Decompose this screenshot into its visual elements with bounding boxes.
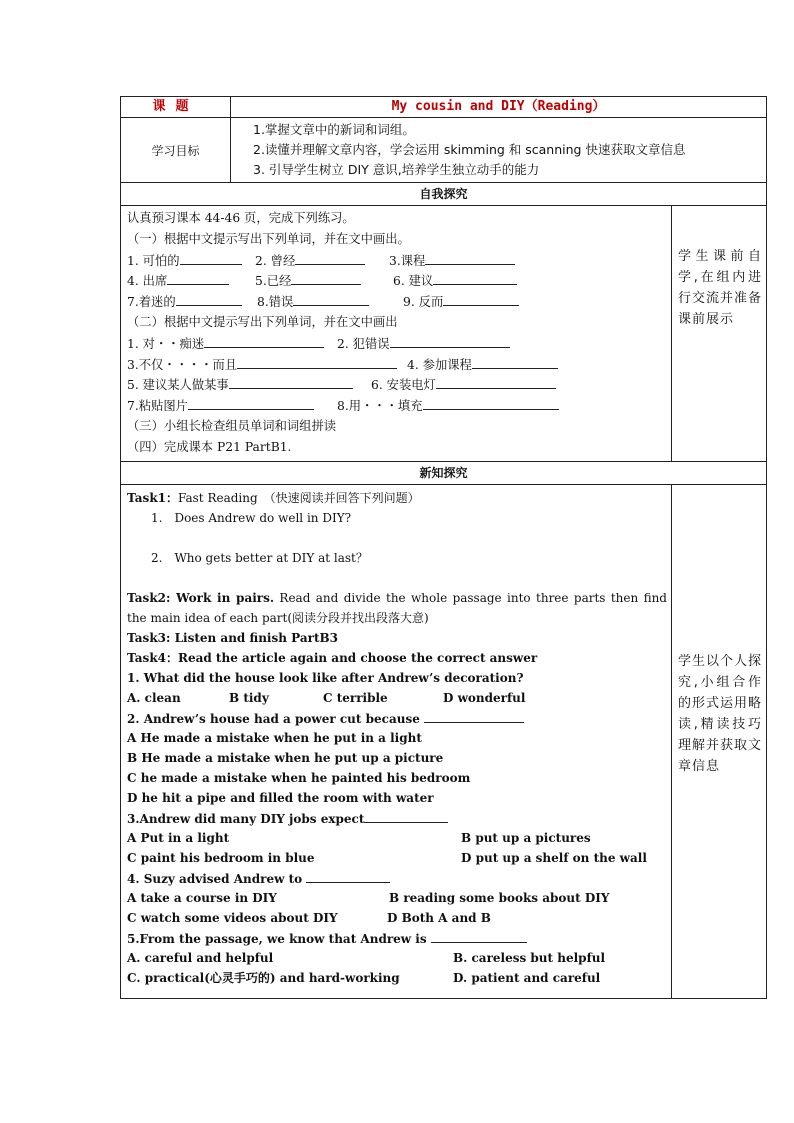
task1-question: 2. Who gets better at DIY at last？ [151, 550, 368, 565]
task1-question: 1. Does Andrew do well in DIY? [151, 510, 352, 525]
phrase-row [127, 395, 667, 416]
word-prompt: 4. 出席 [127, 274, 168, 289]
self-study-intro: 认真预习课本 44-46 页，完成下列练习。 [127, 211, 355, 225]
option[interactable]: B tidy [229, 690, 269, 705]
lesson-table [120, 96, 767, 999]
phrase-prompt: 7.粘贴图片 [127, 399, 188, 414]
question-line [127, 868, 667, 888]
option[interactable]: B. careless but helpful [453, 950, 606, 965]
phrase-prompt: 8.用・・・填充 [337, 399, 423, 414]
task2-text: Read and divide the whole passage into three parts then find the main idea of each part(阅读分段并找出段落大意) [127, 590, 667, 625]
word-row [127, 250, 667, 271]
answer-blank[interactable] [424, 708, 524, 723]
option[interactable]: D Both A and B [387, 910, 491, 925]
word-blank[interactable] [167, 270, 229, 285]
option[interactable]: A Put in a light [127, 830, 230, 845]
phrase-prompt: 5. 建议某人做某事 [127, 378, 229, 393]
phrase-prompt: 3.不仅・・・・而且 [127, 357, 238, 372]
task2-label: Task2: Work in pairs. [127, 590, 275, 605]
self-study-heading: 自我探究 [121, 183, 767, 206]
word-prompt: 5.已经 [255, 274, 292, 289]
word-blank[interactable] [293, 291, 369, 306]
phrase-blank[interactable] [237, 354, 397, 369]
option[interactable]: C paint his bedroom in blue [127, 850, 315, 865]
option[interactable]: A. clean [127, 690, 181, 705]
goal-item: 2.读懂并理解文章内容，学会运用 skimming 和 scanning 快速获取文章信息 [253, 142, 686, 157]
phrase-row [127, 333, 667, 354]
phrase-blank[interactable] [472, 354, 558, 369]
option[interactable]: D. patient and careful [453, 970, 601, 985]
word-prompt: 8.错误 [257, 295, 294, 310]
lesson-title: My cousin and DIY（Reading） [231, 97, 767, 118]
task1-text: Fast Reading （快速阅读并回答下列问题） [177, 490, 420, 505]
question-stem: 1. What did the house look like after Andrew’s decoration? [127, 670, 524, 685]
option[interactable]: C watch some videos about DIY [127, 910, 338, 925]
part1-title: （一）根据中文提示写出下列单词，并在文中画出。 [127, 231, 410, 246]
part3-text: （三）小组长检查组员单词和词组拼读 [127, 418, 337, 433]
option-row [127, 848, 667, 868]
question-line [127, 928, 667, 948]
option[interactable]: C he made a mistake when he painted his bedroom [127, 770, 471, 785]
word-row [127, 270, 667, 291]
option-row [127, 688, 667, 708]
word-row [127, 291, 667, 312]
task4-line: Task4：Read the article again and choose the correct answer [127, 650, 538, 665]
answer-blank[interactable] [364, 808, 448, 823]
phrase-blank[interactable] [188, 395, 314, 410]
self-study-side-note: 学生课前自学,在组内进行交流并准备课前展示 [672, 206, 767, 462]
word-prompt: 6. 建议 [393, 274, 434, 289]
word-prompt: 3.课程 [389, 253, 426, 268]
phrase-prompt: 1. 对・・痴迷 [127, 336, 205, 351]
phrase-blank[interactable] [204, 333, 324, 348]
title-label: 课题 [121, 97, 231, 118]
question-stem: 5.From the passage, we know that Andrew is [127, 931, 427, 946]
phrase-blank[interactable] [423, 395, 559, 410]
answer-blank[interactable] [306, 868, 390, 883]
phrase-prompt: 4. 参加课程 [407, 357, 472, 372]
question-stem: 2. Andrew’s house had a power cut because [127, 711, 420, 726]
goals-list [231, 118, 767, 183]
option-row [127, 828, 667, 848]
task1-line [127, 488, 667, 508]
phrase-blank[interactable] [229, 374, 353, 389]
question-stem: 3.Andrew did many DIY jobs expect [127, 811, 365, 826]
goal-item: 1.掌握文章中的新词和词组。 [253, 122, 415, 137]
option[interactable]: A He made a mistake when he put in a light [127, 730, 422, 745]
word-blank[interactable] [443, 291, 519, 306]
word-prompt: 1. 可怕的 [127, 253, 180, 268]
goal-item: 3. 引导学生树立 DIY 意识,培养学生独立动手的能力 [253, 162, 540, 177]
option[interactable]: C terrible [323, 690, 388, 705]
word-blank[interactable] [295, 250, 365, 265]
option-row [127, 968, 667, 988]
word-prompt: 2. 曾经 [255, 253, 296, 268]
phrase-prompt: 2. 犯错误 [337, 336, 390, 351]
word-prompt: 7.着迷的 [127, 295, 176, 310]
option-row [127, 948, 667, 968]
question-stem: 4. Suzy advised Andrew to [127, 871, 303, 886]
new-knowledge-side-note: 学生以个人探究,小组合作的形式运用略读,精读技巧理解并获取文章信息 [672, 484, 767, 998]
phrase-prompt: 6. 安装电灯 [371, 378, 436, 393]
part2-title: （二）根据中文提示写出下列单词，并在文中画出 [127, 314, 398, 329]
word-blank[interactable] [180, 250, 242, 265]
option[interactable]: A take a course in DIY [127, 890, 277, 905]
phrase-blank[interactable] [436, 374, 556, 389]
task1-label: Task1： [127, 490, 178, 505]
option-row [127, 888, 667, 908]
self-study-body [121, 206, 672, 462]
option[interactable]: D he hit a pipe and filled the room with water [127, 790, 434, 805]
option-row [127, 908, 667, 928]
word-blank[interactable] [291, 270, 361, 285]
option[interactable]: D wonderful [443, 690, 526, 705]
phrase-row [127, 374, 667, 395]
option[interactable]: B He made a mistake when he put up a picture [127, 750, 444, 765]
option[interactable]: B put up a pictures [461, 830, 591, 845]
option[interactable]: A. careful and helpful [127, 950, 274, 965]
word-prompt: 9. 反而 [403, 295, 444, 310]
part4-text: （四）完成课本 P21 PartB1. [127, 439, 292, 454]
question-line [127, 808, 667, 828]
word-blank[interactable] [433, 270, 517, 285]
option[interactable]: C. practical(心灵手巧的) and hard-working [127, 970, 400, 985]
word-blank[interactable] [425, 250, 515, 265]
answer-blank[interactable] [431, 928, 527, 943]
option[interactable]: D put up a shelf on the wall [461, 850, 647, 865]
goals-label: 学习目标 [121, 118, 231, 183]
question-line [127, 708, 667, 728]
phrase-blank[interactable] [390, 333, 510, 348]
option[interactable]: B reading some books about DIY [389, 890, 610, 905]
word-blank[interactable] [176, 291, 242, 306]
new-knowledge-body [121, 484, 672, 998]
task2-block [127, 588, 667, 628]
new-knowledge-heading: 新知探究 [121, 461, 767, 484]
phrase-row [127, 354, 667, 375]
task3-line: Task3: Listen and finish PartB3 [127, 630, 338, 645]
